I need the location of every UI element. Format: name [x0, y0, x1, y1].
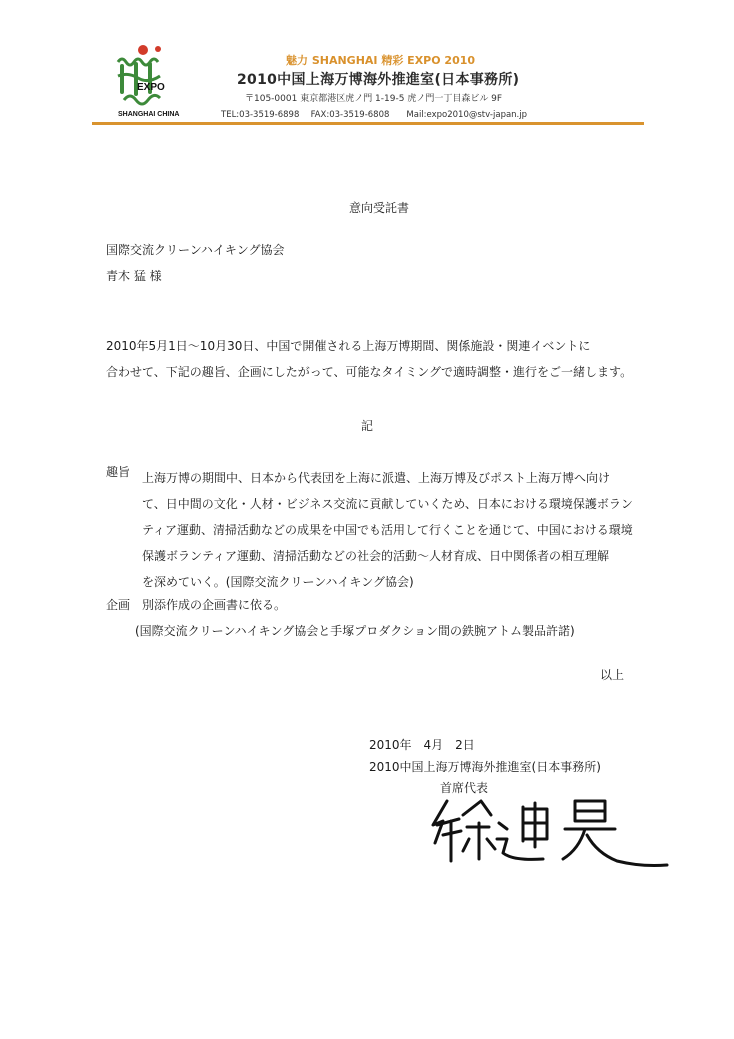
plan-text: 別添作成の企画書に依る。	[142, 598, 287, 612]
letterhead-organization: 2010中国上海万博海外推進室(日本事務所)	[237, 72, 520, 88]
purpose-paragraph	[142, 465, 633, 595]
intro-line: 合わせて、下記の趣旨、企画にしたがって、可能なタイミングで適時調整・進行をご一緒します。	[106, 365, 633, 379]
logo-caption: SHANGHAI CHINA	[118, 111, 180, 118]
plan-label: 企画	[106, 598, 131, 612]
purpose-line: 上海万博の期間中、日本から代表団を上海に派遣、上海万博及びポスト上海万博へ向け	[142, 471, 611, 485]
document-date: 2010年 4月 2日	[369, 738, 475, 752]
closing-text: 以上	[600, 668, 625, 682]
letterhead-contact: TEL:03-3519-6898 FAX:03-3519-6808 Mail:expo2010@stv-japan.jp	[221, 110, 528, 120]
purpose-line: て、日中間の文化・人材・ビジネス交流に貢献していくため、日本における環境保護ボラン	[142, 497, 633, 511]
handwritten-signature-icon	[425, 793, 670, 873]
ki-heading: 記	[361, 419, 374, 433]
purpose-line: ティア運動、清掃活動などの成果を中国でも活用して行くことを通じて、中国における環境	[142, 523, 633, 537]
document-title: 意向受託書	[349, 201, 410, 215]
letterhead-slogan: 魅力 SHANGHAI 精彩 EXPO 2010	[286, 54, 476, 67]
expo-2010-logo-icon	[110, 44, 192, 116]
sender-title: 首席代表	[440, 781, 489, 795]
sender-organization: 2010中国上海万博海外推進室(日本事務所)	[369, 760, 601, 774]
purpose-label: 趣旨	[106, 465, 131, 479]
purpose-line: を深めていく。(国際交流クリーンハイキング協会)	[142, 575, 414, 589]
logo-expo-text: EXPO	[137, 82, 165, 93]
recipient-name: 青木 猛 様	[106, 269, 162, 283]
purpose-line: 保護ボランティア運動、清掃活動などの社会的活動～人材育成、日中関係者の相互理解	[142, 549, 610, 563]
intro-paragraph	[106, 333, 632, 385]
intro-line: 2010年5月1日～10月30日、中国で開催される上海万博期間、関係施設・関連イベントに	[106, 339, 591, 353]
letterhead-address: 〒105-0001 東京都港区虎ノ門 1-19-5 虎ノ門一丁目森ビル 9F	[245, 94, 503, 104]
recipient-organization: 国際交流クリーンハイキング協会	[106, 243, 285, 257]
letterhead-divider	[92, 122, 644, 125]
plan-note: (国際交流クリーンハイキング協会と手塚プロダクション間の鉄腕アトム製品許諾)	[135, 624, 575, 638]
